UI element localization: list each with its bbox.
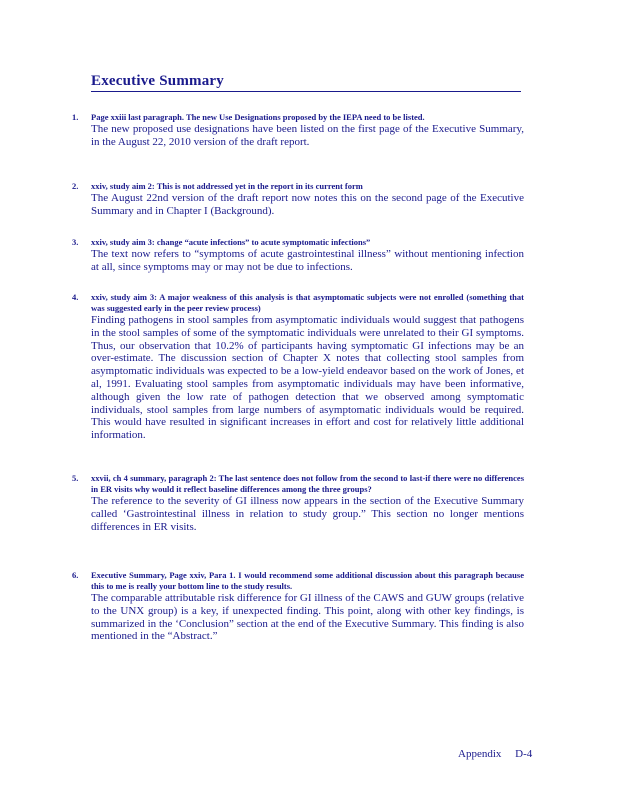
comment-item-4	[72, 292, 524, 442]
comment-item-3	[72, 237, 524, 274]
item-number: 4.	[72, 292, 79, 302]
author-response: The text now refers to “symptoms of acute gastrointestinal illness” without mentioning infection at all, since symptoms may or may not be due to infections.	[91, 248, 524, 273]
reviewer-comment: xxiv, study aim 3: A major weakness of this analysis is that asymptomatic subjects were not enrolled (something that was suggested early in the peer review process)	[91, 292, 524, 313]
item-number: 6.	[72, 570, 79, 580]
item-number: 2.	[72, 181, 79, 191]
reviewer-comment: xxvii, ch 4 summary, paragraph 2: The last sentence does not follow from the second to last-if there were no differences in ER visits why would it reflect baseline differences among the three groups?	[91, 473, 524, 494]
item-number: 1.	[72, 112, 79, 122]
reviewer-comment: xxiv, study aim 2: This is not addressed yet in the report in its current form	[91, 181, 363, 191]
item-number: 3.	[72, 237, 79, 247]
comment-item-2	[72, 181, 524, 218]
reviewer-comment: Page xxiii last paragraph. The new Use Designations proposed by the IEPA need to be listed.	[91, 112, 425, 122]
author-response: The August 22nd version of the draft report now notes this on the second page of the Executive Summary and in Chapter I (Background).	[91, 192, 524, 217]
section-title: Executive Summary	[91, 73, 521, 92]
footer-page-number: D-4	[515, 748, 533, 760]
reviewer-comment: xxiv, study aim 3: change “acute infections” to acute symptomatic infections”	[91, 237, 371, 247]
page-footer	[458, 748, 532, 760]
author-response: The new proposed use designations have been listed on the first page of the Executive Summary, in the August 22, 2010 version of the draft report.	[91, 123, 524, 148]
reviewer-comment: Executive Summary, Page xxiv, Para 1. I would recommend some additional discussion about this paragraph because this to me is really your bottom line to the study results.	[91, 570, 524, 591]
author-response: The comparable attributable risk difference for GI illness of the CAWS and GUW groups (relative to the UNX group) is a key, if unexpected finding. This point, along with other key findings, is summarized in the ‘Conclusion” section at the end of the Executive Summary. This finding is also mentioned in the “Abstract.”	[91, 592, 524, 643]
comment-item-5	[72, 473, 524, 533]
comment-item-1	[72, 112, 524, 149]
footer-label: Appendix	[458, 748, 502, 760]
comment-item-6	[72, 570, 524, 643]
item-number: 5.	[72, 473, 79, 483]
author-response: Finding pathogens in stool samples from asymptomatic individuals would suggest that pathogens in the stool samples of some of the symptomatic individuals were unrelated to their GI symptoms. Thus, our observation that 10.2% of participants having symptomatic GI infections may be an over-estimate. The discussion section of Chapter X notes that collecting stool samples from asymptomatic individuals was expected to be a low-yield endeavor based on the work of Jones, et al, 1991. Evaluating stool samples from asymptomatic individuals may have been informative, although given the low rate of pathogen detection that we observed among symptomatic individuals, stool samples from large numbers of asymptomatic individuals would be required. This would have resulted in significant increases in effort and cost for relatively little additional information.	[91, 314, 524, 442]
author-response: The reference to the severity of GI illness now appears in the section of the Executive Summary called ‘Gastrointestinal illness in relation to study group.” This section no longer mentions differences in ER visits.	[91, 495, 524, 533]
